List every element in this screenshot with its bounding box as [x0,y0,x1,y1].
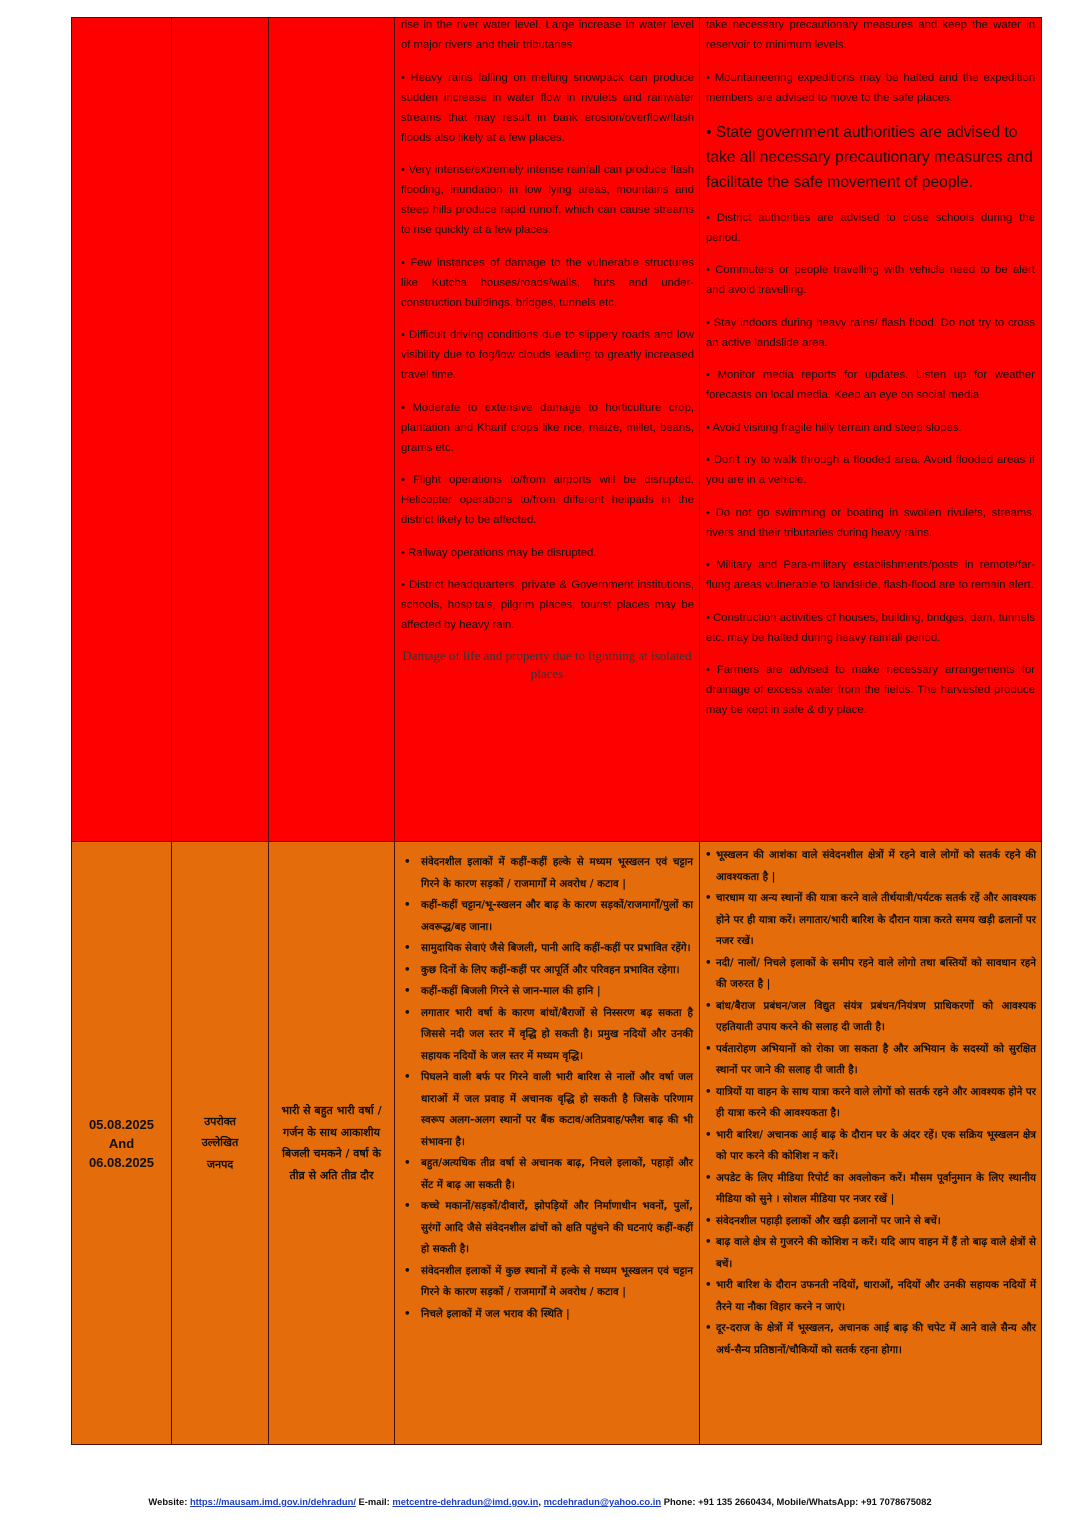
action-item: • Construction activities of houses, building, bridges, dam, tunnels etc. may be halted during heavy rainfall period. [706,611,1035,644]
orange-actions-list [703,845,1036,1361]
action-item: • Mountaineering expeditions may be halted and the expedition members are advised to move to the safe places. [706,71,1035,104]
impact-item: • कच्चे मकानों/सड़कों/दीवारों, झोपड़ियों और निर्माणाधीन भवनों, पुलों, सुरंगों आदि जैसे संवेदनशील ढांचों को क्षति पहुंचने की घटनाएं कहीं-कहीं हो सकती है। [401,1196,693,1261]
impact-item: • Difficult driving conditions due to slippery roads and low visibility due to fog/low clouds leading to greatly increased travel time. [401,329,694,381]
date-line-3: 06.08.2025 [88,1154,155,1170]
red-warning-cell [269,18,395,842]
red-district-cell [172,18,269,842]
red-actions-list [700,15,1041,720]
action-item: • Commuters or people travelling with vehicle need to be alert and avoid travelling. [706,264,1035,296]
impact-item: • District headquarters, private & Government institutions, schools, hospitals, pilgrim places, tourist places may be affected by heavy rain. [401,579,694,631]
action-item: • पर्वतारोहण अभियानों को रोका जा सकता है और अभियान के सदस्यों को सुरक्षित स्थानों पर जाने की सलाह दी जाती है। [703,1039,1036,1082]
action-item: take necessary precautionary measures and keep the water in reservoir to minimum levels. [706,19,1035,51]
phone-text: Phone: +91 135 2660434, Mobile/WhatsApp: +91 7078675082 [663,1496,932,1507]
orange-actions-cell [700,842,1042,1445]
orange-impacts-cell [395,842,700,1445]
red-actions-cell [700,18,1042,842]
action-item: • संवेदनशील पहाड़ी इलाकों और खड़ी ढलानों पर जाने से बचें। [703,1211,1036,1233]
warning-table [71,17,1042,1445]
email-link-1[interactable]: metcentre-dehradun@imd.gov.in [392,1496,539,1507]
red-impacts-list [395,15,699,635]
impact-item: • संवेदनशील इलाकों में कहीं-कहीं हल्के से मध्यम भूस्खलन एवं चट्टान गिरने के कारण सड़कों / राजमार्गों मे अवरोध / कटाव | [401,852,693,895]
page-footer [0,1496,1080,1507]
impact-item: • कहीं-कहीं चट्टान/भू-स्खलन और बाढ़ के कारण सड़कों/राजमार्गों/पुलों का अवरूद्ध/बह जाना। [401,895,693,938]
impact-item: • सामुदायिक सेवाएं जैसे बिजली, पानी आदि कहीं-कहीं पर प्रभावित रहेंगे। [401,938,693,960]
website-label: Website: [148,1496,188,1507]
impact-item: • पिघलने वाली बर्फ पर गिरने वाली भारी बारिश से नालों और वर्षा जल धाराओं में जल प्रवाह में अचानक वृद्धि हो सकती है जिसके परिणाम स्वरूप अलग-अलग स्थानों पर बैंक कटाव/अतिप्रवाह/फ्लैश बाढ़ की भी संभावना है। [401,1067,693,1153]
date-line-1: 05.08.2025 [88,1116,155,1132]
districts-text: उपरोक्त उल्लेखित जनपद [201,1114,239,1171]
lightning-note: Damage of life and property due to lightning at isolated places [402,647,692,681]
action-item: • Farmers are advised to make necessary arrangements for drainage of excess water from the fields. The harvested produce may be kept in safe & dry place. [706,664,1035,716]
action-item: • यात्रियों या वाहन के साथ यात्रा करने वाले लोगों को सतर्क रहने और आवश्यक होने पर ही यात्रा करने की आवश्यकता है। [703,1082,1036,1125]
action-item: • Stay indoors during heavy rains/ flash flood. Do not try to cross an active landslide area. [706,316,1035,349]
action-item: • अपडेट के लिए मीडिया रिपोर्ट का अवलोकन करें। मौसम पूर्वानुमान के लिए स्थानीय मीडिया को सुने । सोशल मीडिया पर नजर रखें | [703,1168,1036,1211]
impact-item: • Heavy rains falling on melting snowpack can produce sudden increase in water flow in rivulets and rainwater streams that may result in bank erosion/overflow/flash floods also likely at a few places. [401,71,694,144]
email-label: E-mail: [358,1496,390,1507]
impact-item: rise in the river water level. Large increase in water level of major rivers and their tributaries. [401,19,694,51]
impact-item: • बहुत/अत्यधिक तीव्र वर्षा से अचानक बाढ़, निचले इलाकों, पहाड़ों और सेंट में बाढ़ आ सकती है। [401,1153,693,1196]
action-item: • भारी बारिश के दौरान उफनती नदियों, धाराओं, नदियों और उनकी सहायक नदियों में तैरने या नौका विहार करने न जाएं। [703,1275,1036,1318]
impact-item: • कुछ दिनों के लिए कहीं-कहीं पर आपूर्ति और परिवहन प्रभावित रहेगा। [401,960,693,982]
orange-date-cell [72,842,172,1445]
website-link[interactable]: https://mausam.imd.gov.in/dehradun/ [189,1496,356,1507]
impact-item: • लगातार भारी वर्षा के कारण बांधों/बैराजों से निस्सरण बढ़ सकता है जिससे नदी जल स्तर में वृद्धि हो सकती है। प्रमुख नदियों और उनकी सहायक नदियों के जल स्तर में मध्यम वृद्धि। [401,1003,693,1068]
email-link-2[interactable]: mcdehradun@yahoo.co.in [543,1496,662,1507]
action-item: • Monitor media reports for updates. Listen up for weather forecasts on local media. Keep an eye on social media [706,369,1035,401]
action-item: • बांध/बैराज प्रबंधन/जल विद्युत संयंत्र प्रबंधन/नियंत्रण प्राधिकरणों को आवश्यक एहतियाती उपाय करने की सलाह दी जाती है। [703,996,1036,1039]
impact-item: • Very intense/extremely intense rainfall can produce flash flooding, inundation in low lying areas, mountains and steep hills produce rapid runoff, which can cause streams to rise quickly at a few places. [401,164,694,236]
action-item: • District authorities are advised to close schools during the period. [706,211,1035,244]
red-alert-row [72,18,1042,842]
action-item: • Military and Para-military establishments/posts in remote/far-flung areas vulnerable to landslide, flash-flood are to remain alert. [706,559,1035,591]
action-item: • Avoid visiting fragile hilly terrain and steep slopes. [706,421,962,434]
date-line-2: And [108,1135,135,1151]
impact-item: • Railway operations may be disrupted. [401,546,597,559]
action-item: • Don't try to walk through a flooded area. Avoid flooded areas if you are in a vehicle. [706,454,1035,486]
state-govt-advice: • State government authorities are advised to take all necessary precautionary measures and facilitate the safe movement of people. [706,124,1033,191]
impact-item: • कहीं-कहीं बिजली गिरने से जान-माल की हानि | [401,981,693,1003]
orange-warning-cell [269,842,395,1445]
orange-alert-row [72,842,1042,1445]
impact-item: • संवेदनशील इलाकों में कुछ स्थानों में हल्के से मध्यम भूस्खलन एवं चट्टान गिरने के कारण सड़कों / राजमार्गों मे अवरोध / कटाव | [401,1261,693,1304]
orange-district-cell [172,842,269,1445]
orange-impacts-list [401,852,693,1325]
action-item: • चारधाम या अन्य स्थानों की यात्रा करने वाले तीर्थयात्री/पर्यटक सतर्क रहें और आवश्यक होने पर ही यात्रा करें। लगातार/भारी बारिश के दौरान यात्रा करते समय खड़ी ढलानों पर नजर रखें। [703,888,1036,953]
action-item: • भूस्खलन की आशंका वाले संवेदनशील क्षेत्रों में रहने वाले लोगों को सतर्क रहने की आवश्यकता है | [703,845,1036,888]
impact-item: • Moderate to extensive damage to horticulture crop, plantation and Kharif crops like rice, maize, millet, beans, grams etc. [401,401,694,454]
action-item: • दूर-दराज के क्षेत्रों में भूस्खलन, अचानक आई बाढ़ की चपेट में आने वाले सैन्य और अर्ध-सैन्य प्रतिष्ठानों/चौकियों को सतर्क रहना होगा। [703,1318,1036,1361]
impact-item: • Few instances of damage to the vulnerable structures like Kutcha houses/roads/walls, huts and under-construction buildings, bridges, tunnels etc. [401,256,694,309]
action-item: • बाढ़ वाले क्षेत्र से गुजरने की कोशिश न करें। यदि आप वाहन में हैं तो बाढ़ वाले क्षेत्रों से बचें। [703,1232,1036,1275]
red-date-cell [72,18,172,842]
action-item: • भारी बारिश/ अचानक आई बाढ़ के दौरान घर के अंदर रहें। एक सक्रिय भूस्खलन क्षेत्र को पार करने की कोशिश न करें। [703,1125,1036,1168]
action-item: • नदी/ नालों/ निचले इलाकों के समीप रहने वाले लोगो तथा बस्तियों को सावधान रहने की जरुरत है | [703,953,1036,996]
warning-text: भारी से बहुत भारी वर्षा / गर्जन के साथ आकाशीय बिजली चमकने / वर्षा के तीव्र से अति तीव्र दौर [281,1104,382,1182]
action-item: • Do not go swimming or boating in swollen rivulets, streams, rivers and their tributaries during heavy rains. [706,506,1035,539]
email-separator: , [538,1496,541,1507]
impact-item: • Flight operations to/from airports will be disrupted. Helicopter operations to/from different helipads in the district likely to be affected. [401,474,694,526]
red-impacts-cell [395,18,700,842]
impact-item: • निचले इलाकों में जल भराव की स्थिति | [401,1304,693,1326]
